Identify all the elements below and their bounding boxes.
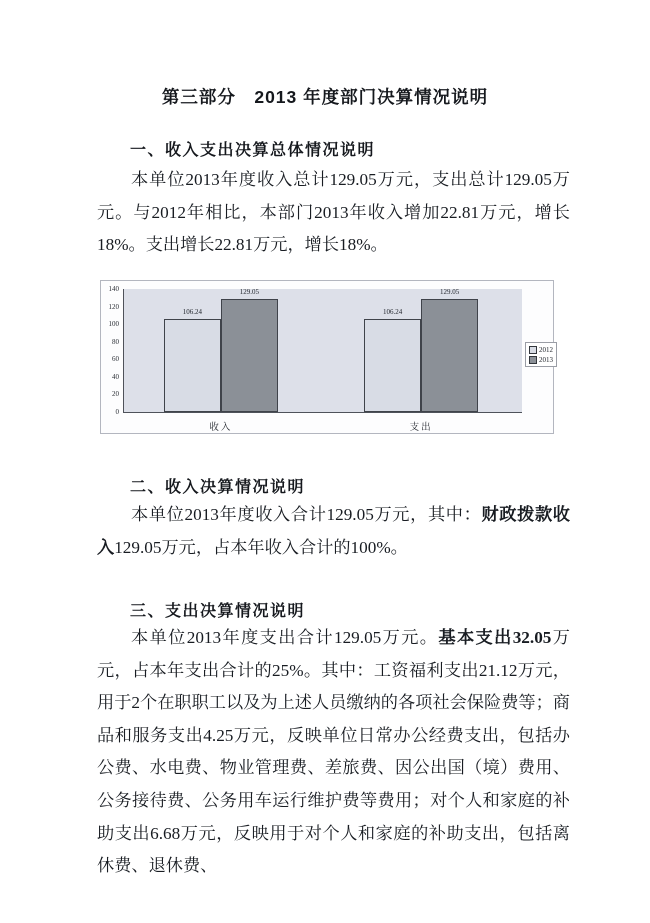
income-expenditure-bar-chart [100, 280, 554, 434]
section-1-heading: 一、收入支出决算总体情况说明 [130, 142, 376, 159]
legend-label: 2012 [539, 346, 553, 354]
text-run: 本单位2013年度支出合计129.05万元。 [131, 628, 439, 647]
bar-2012-收入 [164, 319, 221, 412]
y-axis-tick-label: 40 [112, 372, 119, 381]
emphasized-text-run: 财政拨款收入 [97, 505, 570, 557]
x-axis-category-label: 收入 [209, 423, 233, 433]
bar-value-label: 129.05 [239, 287, 260, 296]
section-3-paragraph [97, 622, 570, 883]
legend-entry-2012 [529, 346, 553, 354]
y-axis-tick-label: 140 [108, 285, 119, 293]
bar-2013-支出 [421, 299, 478, 412]
y-axis-tick-label: 100 [108, 320, 119, 329]
bar-value-label: 106.24 [382, 307, 403, 316]
section-2-heading: 二、收入决算情况说明 [130, 479, 306, 496]
legend-swatch-icon [529, 356, 537, 364]
text-run: 129.05万元，占本年收入合计的100%。 [114, 537, 408, 557]
bar-value-label: 106.24 [182, 307, 203, 316]
text-run: 本单位2013年度收入总计129.05万元，支出总计129.05万元。与2012年相比，本部门2013年收入增加22.81万元，增长18%。支出增长22.81万元，增长18%。 [97, 170, 570, 255]
y-axis-tick-label: 60 [112, 355, 119, 364]
bar-2013-收入 [221, 299, 278, 412]
section-3-heading: 三、支出决算情况说明 [130, 603, 306, 620]
legend-entry-2013 [529, 356, 553, 364]
chart-legend [525, 342, 557, 367]
y-axis-tick-label: 0 [115, 408, 119, 416]
emphasized-text-run: 基本支出32.05 [438, 628, 552, 647]
y-axis-tick-label: 20 [112, 390, 119, 399]
section-2-paragraph [97, 499, 570, 564]
bar-value-label: 129.05 [439, 287, 460, 296]
document-title: 第三部分 2013 年度部门决算情况说明 [161, 87, 489, 107]
legend-swatch-icon [529, 346, 537, 354]
text-run: 万元，占本年支出合计的25%。其中：工资福利支出21.12万元，用于2个在职职工以及为上述人员缴纳的各项社会保险费等；商品和服务支出4.25万元，反映单位日常办公经费支出，包括办公费、水电费、物业管理费、差旅费、因公出国（境）费用、公务接待费、公务用车运行维护费等费用；对个人和家庭的补助支出6.68万元，反映用于对个人和家庭的补助支出，包括离休费、退休费、 [97, 628, 570, 876]
legend-label: 2013 [539, 356, 553, 364]
bar-2012-支出 [364, 319, 421, 412]
y-axis-tick-label: 80 [112, 337, 119, 346]
section-1-paragraph [97, 164, 570, 262]
text-run: 本单位2013年度收入合计129.05万元，其中： [131, 505, 482, 524]
x-axis-category-label: 支出 [409, 423, 433, 433]
y-axis-tick-label: 120 [108, 302, 119, 311]
